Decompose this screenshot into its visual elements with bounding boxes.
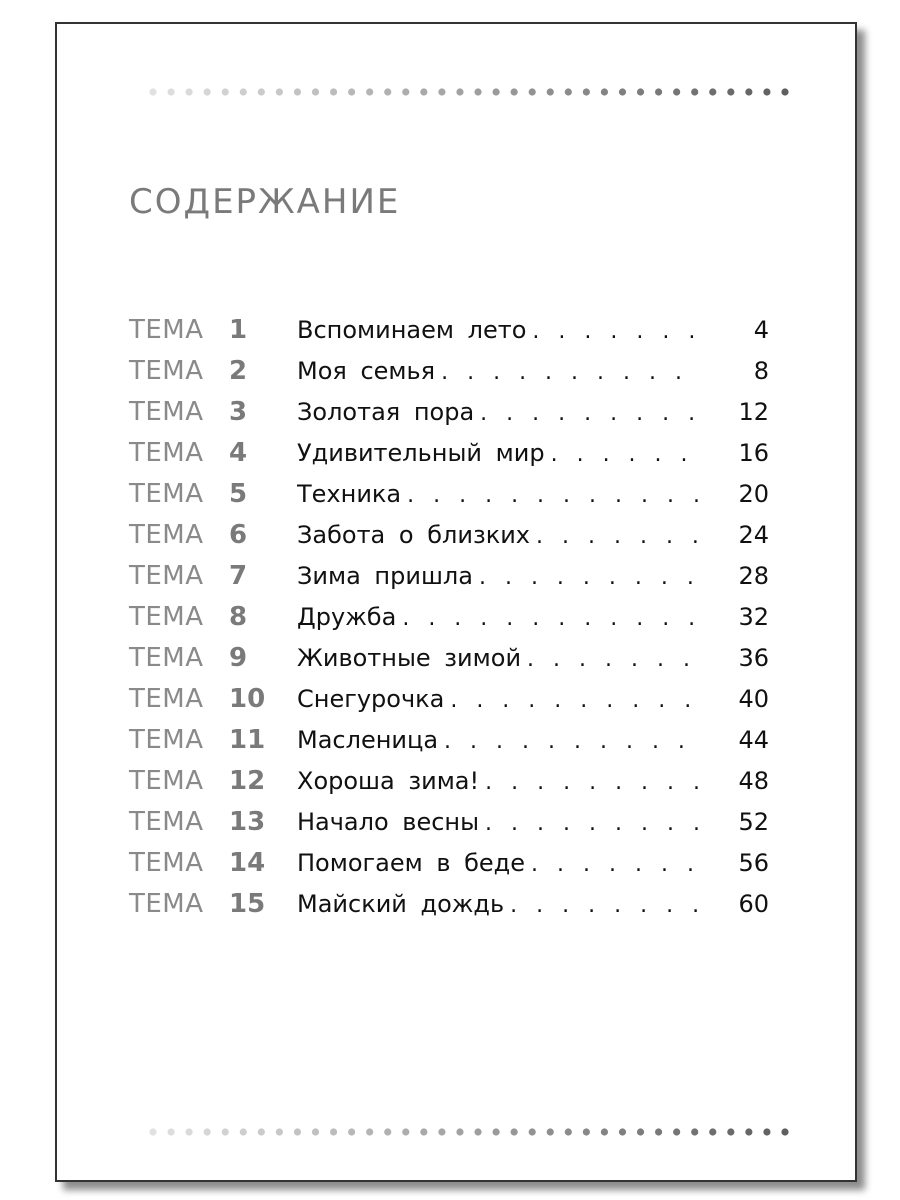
toc-page-number: 56 — [738, 848, 769, 877]
decorative-dot — [384, 1128, 391, 1135]
toc-entry — [129, 309, 769, 350]
toc-dot-leader — [527, 647, 699, 672]
decorative-dot — [276, 1128, 283, 1135]
toc-page-number: 48 — [738, 766, 769, 795]
decorative-dot — [384, 88, 391, 95]
decorative-dot — [294, 1128, 301, 1135]
decorative-dot — [240, 1128, 247, 1135]
decorative-dot — [276, 88, 283, 95]
decorative-dot — [781, 88, 788, 95]
toc-theme-number: 9 — [229, 642, 248, 673]
page-title: СОДЕРЖАНИЕ — [129, 182, 401, 222]
decorative-dot — [727, 1128, 734, 1135]
decorative-dot — [294, 88, 301, 95]
toc-title: Техника — [297, 479, 402, 508]
toc-title-line — [297, 316, 699, 344]
decorative-dot — [619, 1128, 626, 1135]
toc-entry — [129, 883, 769, 924]
table-of-contents — [129, 309, 769, 924]
decorative-dot — [619, 88, 626, 95]
toc-page-number: 60 — [738, 889, 769, 918]
toc-title-line — [297, 398, 699, 426]
toc-dot-leader — [531, 852, 699, 877]
toc-theme-label: ТЕМА — [129, 888, 204, 919]
toc-title: Майский дождь — [297, 889, 505, 918]
toc-page-number: 16 — [738, 438, 769, 467]
decorative-dot — [149, 1128, 156, 1135]
decorative-dot — [691, 1128, 698, 1135]
toc-dot-leader — [551, 442, 699, 467]
decorative-dot — [258, 1128, 265, 1135]
decorative-dot — [402, 1128, 409, 1135]
toc-theme-number: 6 — [229, 519, 248, 550]
toc-entry — [129, 637, 769, 678]
decorative-dot — [583, 1128, 590, 1135]
toc-theme-number: 8 — [229, 601, 248, 632]
toc-title: Помогаем в беде — [297, 848, 526, 877]
toc-theme-label: ТЕМА — [129, 478, 204, 509]
decorative-dot — [673, 88, 680, 95]
toc-theme-number: 2 — [229, 355, 248, 386]
toc-title-line — [297, 439, 699, 467]
decorative-dot — [547, 88, 554, 95]
toc-title: Масленица — [297, 725, 439, 754]
toc-dot-leader — [479, 565, 699, 590]
toc-entry — [129, 391, 769, 432]
decorative-dot — [366, 1128, 373, 1135]
decorative-dot — [637, 1128, 644, 1135]
toc-title: Удивительный мир — [297, 438, 545, 467]
decorative-dot — [492, 88, 499, 95]
decorative-dot — [204, 88, 211, 95]
toc-dot-leader — [450, 688, 699, 713]
toc-title-line — [297, 767, 699, 795]
decorative-dot — [186, 1128, 193, 1135]
toc-title: Забота о близких — [297, 520, 531, 549]
toc-title: Дружба — [297, 602, 397, 631]
toc-theme-label: ТЕМА — [129, 355, 204, 386]
decorative-dot — [547, 1128, 554, 1135]
decorative-dot — [781, 1128, 788, 1135]
decorative-dot — [474, 1128, 481, 1135]
toc-title-line — [297, 603, 699, 631]
toc-theme-number: 4 — [229, 437, 248, 468]
toc-dot-leader — [441, 360, 699, 385]
toc-theme-label: ТЕМА — [129, 847, 204, 878]
toc-dot-leader — [510, 893, 699, 918]
decorative-dot — [366, 88, 373, 95]
decorative-dot — [186, 88, 193, 95]
decorative-dot — [348, 88, 355, 95]
decorative-dot — [745, 88, 752, 95]
toc-entry — [129, 555, 769, 596]
toc-title-line — [297, 808, 699, 836]
toc-page-number: 44 — [738, 725, 769, 754]
decorative-dot — [763, 88, 770, 95]
decorative-dot — [222, 1128, 229, 1135]
decorative-dot — [492, 1128, 499, 1135]
decorative-dot — [420, 88, 427, 95]
toc-theme-number: 11 — [229, 724, 266, 755]
toc-theme-label: ТЕМА — [129, 765, 204, 796]
toc-page-number: 40 — [738, 684, 769, 713]
decorative-dot — [511, 1128, 518, 1135]
toc-title-line — [297, 480, 699, 508]
toc-theme-number: 1 — [229, 314, 248, 345]
toc-dot-leader — [407, 483, 699, 508]
toc-page-number: 52 — [738, 807, 769, 836]
decorative-dot — [438, 1128, 445, 1135]
toc-theme-number: 12 — [229, 765, 266, 796]
toc-theme-label: ТЕМА — [129, 519, 204, 550]
decorative-dot — [601, 88, 608, 95]
toc-page-number: 12 — [738, 397, 769, 426]
toc-theme-number: 15 — [229, 888, 266, 919]
decorative-dot — [258, 88, 265, 95]
toc-theme-label: ТЕМА — [129, 314, 204, 345]
toc-title-line — [297, 890, 699, 918]
toc-entry — [129, 801, 769, 842]
toc-title-line — [297, 726, 699, 754]
toc-entry — [129, 514, 769, 555]
book-page — [55, 22, 857, 1182]
toc-theme-number: 3 — [229, 396, 248, 427]
toc-title: Моя семья — [297, 356, 436, 385]
toc-dot-leader — [444, 729, 699, 754]
decorative-dot — [745, 1128, 752, 1135]
decorative-dot — [438, 88, 445, 95]
decorative-dot — [149, 88, 156, 95]
toc-theme-label: ТЕМА — [129, 683, 204, 714]
toc-title-line — [297, 521, 699, 549]
decorative-dot-row-top — [149, 87, 789, 97]
decorative-dot — [456, 88, 463, 95]
toc-dot-leader — [480, 401, 699, 426]
decorative-dot — [601, 1128, 608, 1135]
decorative-dot — [691, 88, 698, 95]
toc-title: Хороша зима! — [297, 766, 480, 795]
toc-theme-label: ТЕМА — [129, 560, 204, 591]
toc-dot-leader — [485, 770, 699, 795]
decorative-dot — [709, 88, 716, 95]
decorative-dot — [565, 88, 572, 95]
decorative-dot — [420, 1128, 427, 1135]
toc-title-line — [297, 357, 699, 385]
decorative-dot — [402, 88, 409, 95]
toc-title: Начало весны — [297, 807, 480, 836]
toc-title-line — [297, 562, 699, 590]
decorative-dot — [312, 1128, 319, 1135]
toc-page-number: 24 — [738, 520, 769, 549]
toc-entry — [129, 473, 769, 514]
toc-entry — [129, 350, 769, 391]
decorative-dot — [511, 88, 518, 95]
toc-theme-number: 5 — [229, 478, 248, 509]
toc-dot-leader — [402, 606, 699, 631]
decorative-dot — [565, 1128, 572, 1135]
toc-theme-label: ТЕМА — [129, 806, 204, 837]
decorative-dot — [167, 1128, 174, 1135]
toc-entry — [129, 842, 769, 883]
toc-theme-number: 10 — [229, 683, 266, 714]
decorative-dot — [204, 1128, 211, 1135]
decorative-dot — [330, 88, 337, 95]
decorative-dot — [456, 1128, 463, 1135]
decorative-dot — [673, 1128, 680, 1135]
toc-entry — [129, 678, 769, 719]
decorative-dot-row-bottom — [149, 1127, 789, 1137]
toc-theme-number: 7 — [229, 560, 248, 591]
toc-title: Золотая пора — [297, 397, 475, 426]
decorative-dot — [655, 88, 662, 95]
decorative-dot — [167, 88, 174, 95]
toc-entry — [129, 719, 769, 760]
toc-title-line — [297, 849, 699, 877]
toc-theme-label: ТЕМА — [129, 396, 204, 427]
decorative-dot — [529, 88, 536, 95]
decorative-dot — [727, 88, 734, 95]
toc-entry — [129, 760, 769, 801]
decorative-dot — [637, 88, 644, 95]
toc-title: Снегурочка — [297, 684, 445, 713]
toc-page-number: 8 — [753, 356, 769, 385]
toc-theme-label: ТЕМА — [129, 642, 204, 673]
decorative-dot — [312, 88, 319, 95]
toc-theme-number: 14 — [229, 847, 266, 878]
toc-dot-leader — [485, 811, 699, 836]
toc-theme-label: ТЕМА — [129, 724, 204, 755]
decorative-dot — [583, 88, 590, 95]
toc-page-number: 20 — [738, 479, 769, 508]
toc-title: Зима пришла — [297, 561, 473, 590]
toc-title: Животные зимой — [297, 643, 522, 672]
toc-theme-number: 13 — [229, 806, 266, 837]
toc-theme-label: ТЕМА — [129, 437, 204, 468]
decorative-dot — [330, 1128, 337, 1135]
toc-title-line — [297, 644, 699, 672]
decorative-dot — [529, 1128, 536, 1135]
toc-dot-leader — [532, 319, 699, 344]
decorative-dot — [222, 88, 229, 95]
toc-title-line — [297, 685, 699, 713]
decorative-dot — [240, 88, 247, 95]
decorative-dot — [655, 1128, 662, 1135]
toc-page-number: 4 — [753, 315, 769, 344]
decorative-dot — [709, 1128, 716, 1135]
toc-entry — [129, 432, 769, 473]
toc-theme-label: ТЕМА — [129, 601, 204, 632]
toc-title: Вспоминаем лето — [297, 315, 527, 344]
decorative-dot — [763, 1128, 770, 1135]
decorative-dot — [348, 1128, 355, 1135]
toc-entry — [129, 596, 769, 637]
toc-page-number: 36 — [738, 643, 769, 672]
decorative-dot — [474, 88, 481, 95]
toc-page-number: 32 — [738, 602, 769, 631]
toc-dot-leader — [536, 524, 699, 549]
toc-page-number: 28 — [738, 561, 769, 590]
